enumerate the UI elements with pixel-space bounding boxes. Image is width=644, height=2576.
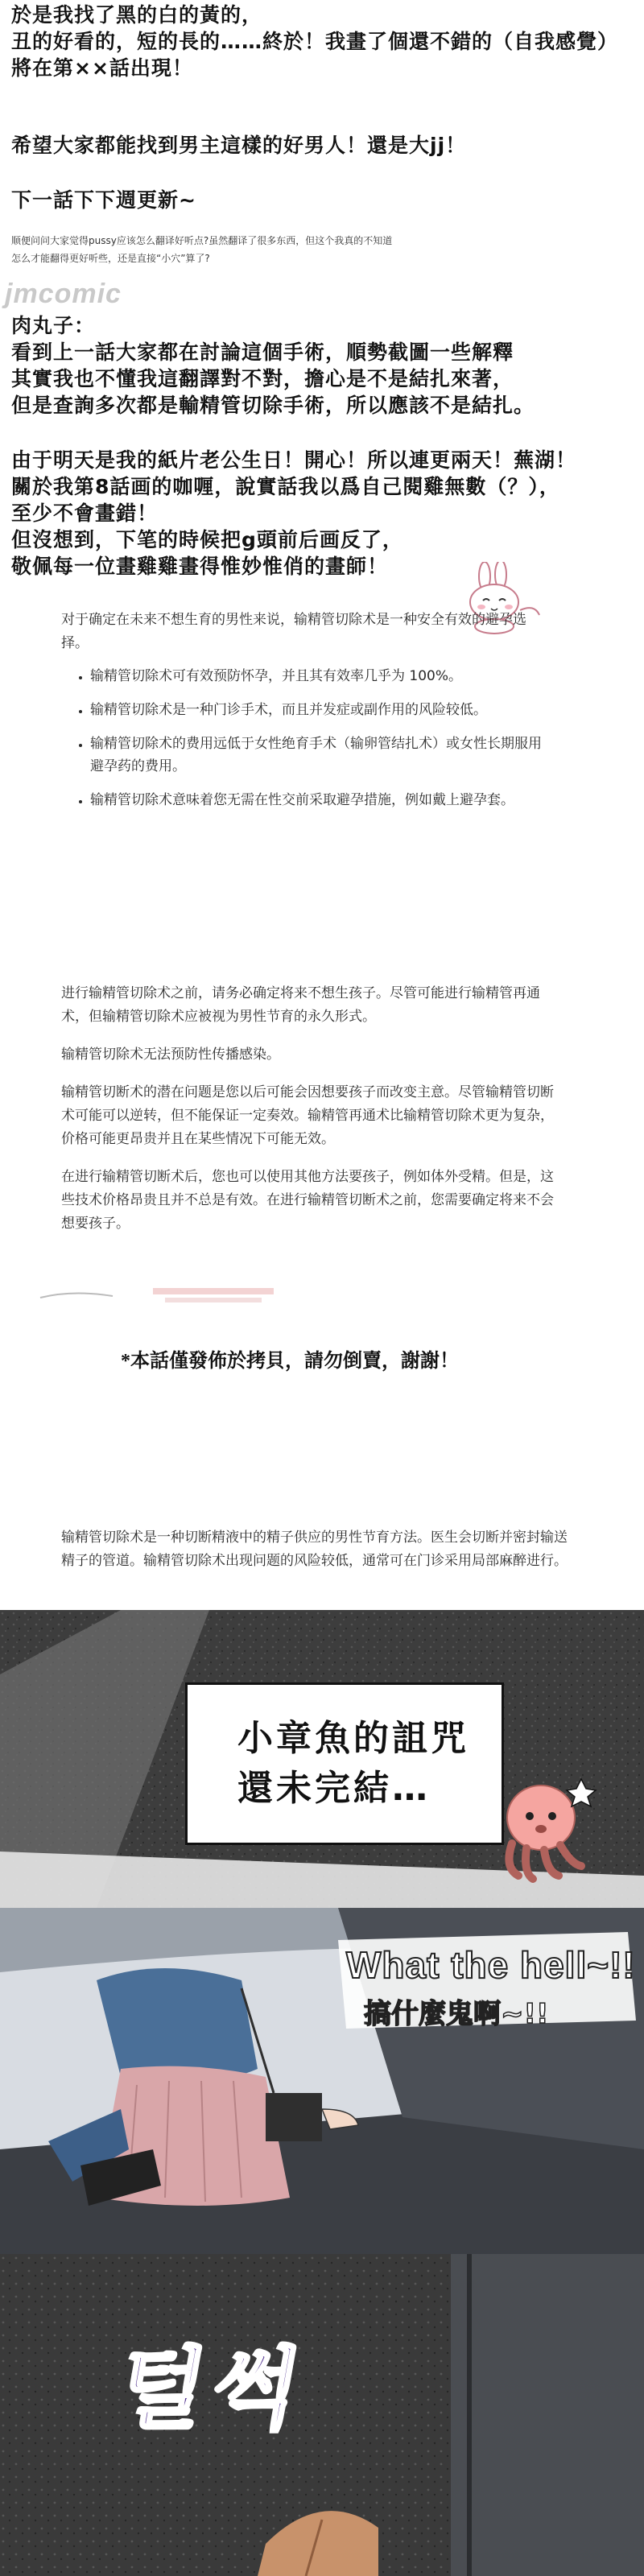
warning-paragraph-3: 输精管切断术的潜在问题是您以后可能会因想要孩子而改变主意。尽管输精管切断术可能可以逆转，但不能保证一定奏效。输精管再通术比输精管切除术更为复杂，价格可能更昂贵并且在某些情况下可能无效。 <box>61 1084 554 1147</box>
author-p2-line-4: 但沒想到，下笔的時候把g頭前后画反了， <box>11 528 403 551</box>
intro-line-2: 丑的好看的，短的長的……終於！我畫了個還不錯的（自我感覺） <box>11 30 619 53</box>
vasectomy-definition-block <box>61 1526 576 1573</box>
author-p2-line-1: 由于明天是我的紙片老公生日！開心！所以連更兩天！蕪湖！ <box>11 448 577 472</box>
author-p1-line-1: 看到上一話大家都在討論這個手術，順勢截圖一些解釋 <box>11 341 514 364</box>
hope-line: 希望大家都能找到男主這樣的好男人！還是大jj！ <box>11 134 467 157</box>
list-item: • 输精管切除术可有效预防怀孕，并且其有效率几乎为 100%。 <box>90 665 544 687</box>
warning-paragraph-2: 输精管切除术无法预防性传播感染。 <box>61 1046 280 1063</box>
warning-paragraph-4: 在进行输精管切断术后，您也可以使用其他方法要孩子，例如体外受精。但是，这些技术价格昂贵且并不总是有效。在进行输精管切断术之前，您需要确定将来不会想要孩子。 <box>61 1169 554 1232</box>
comic-panel-sfx <box>0 2254 644 2576</box>
translator-note-1: 顺便问问大家觉得pussy应该怎么翻译好听点?虽然翻译了很多东西，但这个我真的不知道 <box>11 235 393 246</box>
translator-note-2: 怎么才能翻得更好听些，还是直接“小穴”算了? <box>11 253 210 264</box>
benefits-list <box>61 665 544 811</box>
author-p2-line-3: 至少不會畫錯！ <box>11 502 159 525</box>
dark-floor-scene-icon <box>0 2254 644 2576</box>
faded-stamp-icon <box>32 1283 306 1312</box>
comic-panel-shout <box>0 1908 644 2254</box>
author-p2-line-2: 關於我第8話画的咖喱，說實話我以爲自己閱雞無數（？）， <box>11 475 560 498</box>
octopus-icon <box>483 1771 604 1892</box>
author-p1-line-3: 但是查詢多次都是輸精管切除手術，所以應該不是結扎。 <box>11 394 535 417</box>
sfx-thud: 털썩 <box>110 2338 316 2441</box>
caption-line-1: 小章魚的詛咒 <box>237 1718 469 1759</box>
comic-panel-caption <box>0 1610 644 1908</box>
list-item: • 输精管切除术意味着您无需在性交前采取避孕措施，例如戴上避孕套。 <box>90 789 544 811</box>
author-p1-line-2: 其實我也不懂我這翻譯對不對，擔心是不是結扎來著， <box>11 367 514 390</box>
benefits-intro: 对于确定在未来不想生育的男性来说，输精管切除术是一种安全有效的避孕选择。 <box>61 612 526 651</box>
definition-paragraph: 输精管切除术是一种切断精液中的精子供应的男性节育方法。医生会切断并密封输送精子的管道。输精管切除术出现问题的风险较低，通常可在门诊采用局部麻醉进行。 <box>61 1530 568 1569</box>
watermark-logo: jmcomic <box>5 279 122 309</box>
warning-paragraph-1: 进行输精管切除术之前，请务必确定将来不想生孩子。尽管可能进行输精管再通术，但输精管切除术应被视为男性节育的永久形式。 <box>61 985 540 1025</box>
shout-chinese: 搞什麼鬼啊~!! <box>364 1998 549 2030</box>
list-item: • 输精管切除术是一种门诊手术，而且并发症或副作用的风险较低。 <box>90 699 544 721</box>
copyright-notice: *本話僅發佈於拷貝，請勿倒賣，謝謝！ <box>121 1351 459 1372</box>
author-p2-line-5: 敬佩每一位畫雞雞畫得惟妙惟俏的畫師！ <box>11 555 389 578</box>
caption-box <box>185 1682 504 1845</box>
vasectomy-benefits-block <box>61 609 544 823</box>
author-name: 肉丸子： <box>11 314 96 337</box>
next-update-line: 下一話下下週更新~ <box>11 188 196 212</box>
intro-line-3: 將在第××話出現！ <box>11 56 193 80</box>
vasectomy-warnings-block <box>61 982 565 1236</box>
list-item: • 输精管切除术的费用远低于女性绝育手术（输卵管结扎术）或女性长期服用避孕药的费用。 <box>90 733 544 778</box>
shout-english: What the hell~!! <box>346 1944 636 1986</box>
caption-line-2: 還未完結… <box>237 1768 431 1809</box>
intro-line-1: 於是我找了黑的白的黃的， <box>11 3 263 27</box>
